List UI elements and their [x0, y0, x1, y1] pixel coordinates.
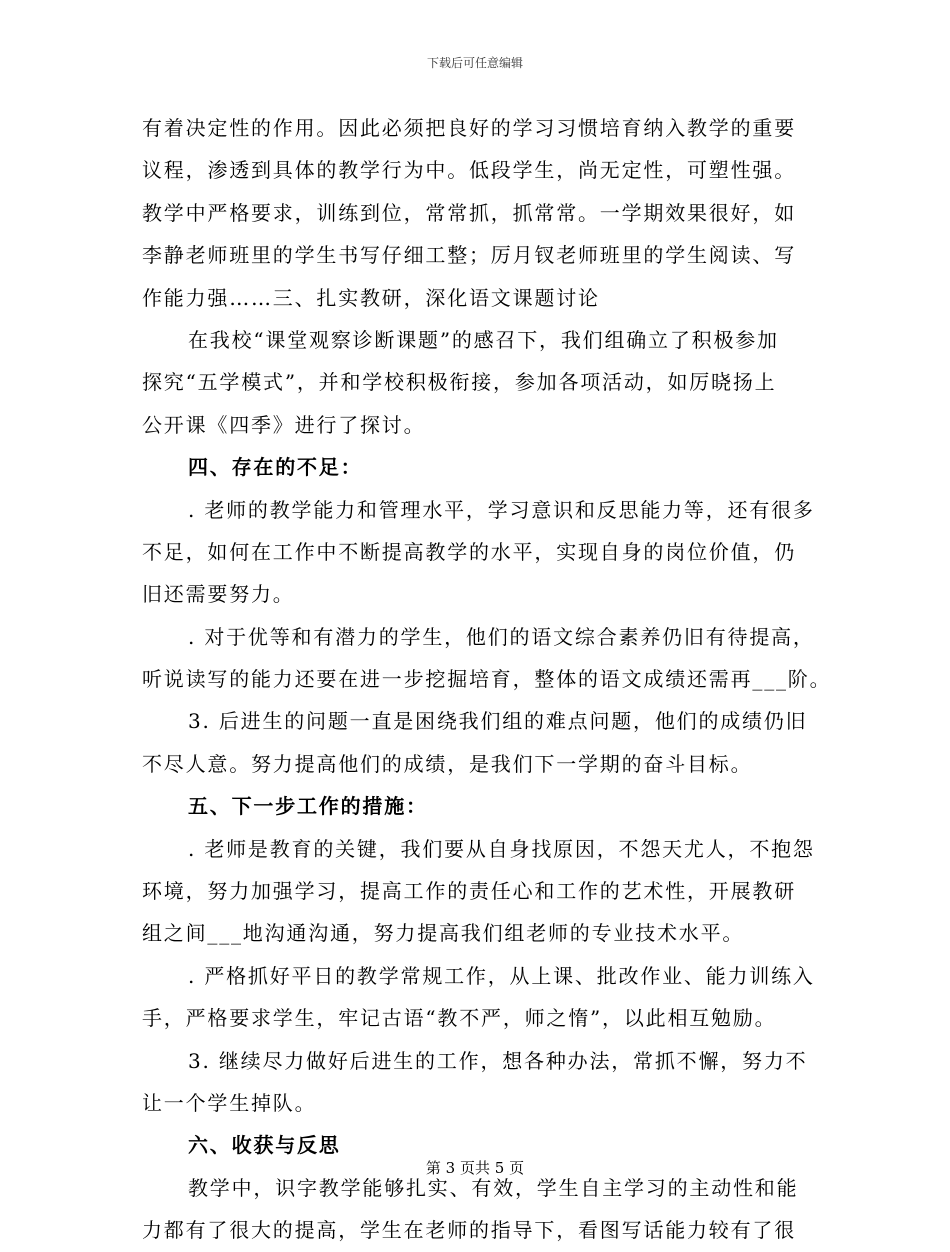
text-line: 听说读写的能力还要在进一步挖掘培育，整体的语文成绩还需再___阶。 [142, 667, 832, 692]
text-line: . 老师的教学能力和管理水平，学习意识和反思能力等，还有很多 [188, 497, 815, 522]
text-line: 在我校“课堂观察诊断课题”的感召下，我们组确立了积极参加 [188, 327, 779, 352]
text-line: 不足，如何在工作中不断提高教学的水平，实现自身的岗位价值，仍 [142, 539, 796, 564]
text-line: 教学中，识字教学能够扎实、有效，学生自主学习的主动性和能 [188, 1175, 799, 1200]
text-line: 不尽人意。努力提高他们的成绩，是我们下一学期的奋斗目标。 [142, 751, 753, 776]
text-line: 作能力强……三、扎实教研，深化语文课题讨论 [142, 285, 600, 310]
text-line: 环境，努力加强学习，提高工作的责任心和工作的艺术性，开展教研 [142, 879, 796, 904]
section-heading: 四、存在的不足： [188, 455, 363, 480]
text-line: 让一个学生掉队。 [142, 1090, 317, 1115]
text-line: 旧还需要努力。 [142, 582, 295, 607]
text-line: 议程，渗透到具体的教学行为中。低段学生，尚无定性，可塑性强。 [142, 158, 796, 183]
text-line: 有着决定性的作用。因此必须把良好的学习习惯培育纳入教学的重要 [142, 116, 796, 140]
text-line: 3. 后进生的问题一直是困绕我们组的难点问题，他们的成绩仍旧 [188, 709, 808, 734]
page-header: 下载后可任意编辑 [426, 56, 523, 70]
text-line: 3. 继续尽力做好后进生的工作，想各种办法，常抓不懈，努力不 [188, 1048, 808, 1073]
text-line: 手，严格要求学生，牢记古语“教不严，师之惰”，以此相互勉励。 [142, 1006, 777, 1031]
text-line: 探究“五学模式”，并和学校积极衔接，参加各项活动，如厉晓扬上 [142, 370, 777, 395]
text-line: 力都有了很大的提高，学生在老师的指导下，看图写话能力较有了很 [142, 1218, 796, 1243]
text-line: . 严格抓好平日的教学常规工作，从上课、批改作业、能力训练入 [188, 963, 815, 988]
text-line: . 对于优等和有潜力的学生，他们的语文综合素养仍旧有待提高， [188, 624, 815, 649]
text-line: 公开课《四季》进行了探讨。 [142, 412, 426, 437]
section-heading: 六、收获与反思 [188, 1133, 341, 1158]
text-line: 李静老师班里的学生书写仔细工整；厉月钗老师班里的学生阅读、写 [142, 243, 796, 268]
section-heading: 五、下一步工作的措施： [188, 794, 428, 819]
text-line: 教学中严格要求，训练到位，常常抓，抓常常。一学期效果很好，如 [142, 200, 796, 225]
document-body [142, 107, 832, 1252]
text-line: . 老师是教育的关键，我们要从自身找原因，不怨天尤人，不抱怨 [188, 836, 815, 861]
page-footer: 第 3 页共 5 页 [425, 1159, 525, 1177]
text-line: 组之间___地沟通沟通，努力提高我们组老师的专业技术水平。 [142, 921, 745, 946]
